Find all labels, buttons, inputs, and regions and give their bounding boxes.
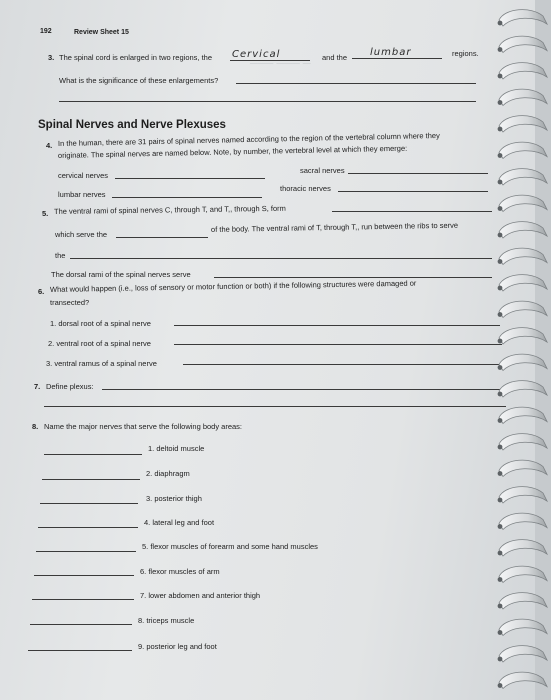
q3-text-a: The spinal cord is enlarged in two regions, the: [59, 53, 213, 62]
binding-hole: [498, 630, 503, 635]
binding-hole: [498, 153, 503, 158]
binding-hole: [498, 74, 503, 79]
binding-hole: [498, 259, 503, 264]
q3-blank-1[interactable]: [230, 60, 310, 61]
q3-blank-2[interactable]: [352, 58, 442, 59]
q6-item-1: 1. dorsal root of a spinal nerve: [50, 319, 151, 328]
binding-hole: [498, 180, 503, 185]
spiral-binding: [491, 0, 551, 700]
q6-item-2-blank[interactable]: [174, 344, 502, 345]
q8-title: Name the major nerves that serve the following body areas:: [44, 422, 243, 431]
q8-item-3-blank[interactable]: [40, 503, 138, 504]
binding-hole: [498, 286, 503, 291]
q8-item-2-blank[interactable]: [42, 479, 140, 480]
q8-item-6-blank[interactable]: [34, 575, 134, 576]
q8-item-8: 8. triceps muscle: [138, 616, 195, 625]
show-through-text: ─ ─── ───: [250, 58, 311, 70]
q4-number: 4.: [46, 141, 53, 150]
q5-blank-4[interactable]: [214, 277, 492, 278]
q4-lumbar: lumbar nerves: [58, 190, 106, 199]
q3-number: 3.: [48, 53, 55, 62]
binding-hole: [498, 524, 503, 529]
q8-item-4-blank[interactable]: [38, 527, 138, 528]
q8-item-6: 6. flexor muscles of arm: [140, 567, 220, 576]
page-number: 192: [40, 28, 52, 35]
q6-item-3: 3. ventral ramus of a spinal nerve: [46, 359, 157, 368]
q8-item-8-blank[interactable]: [30, 624, 132, 625]
q7-blank-2[interactable]: [44, 406, 506, 407]
q6-item-1-blank[interactable]: [174, 325, 500, 326]
q6-line-1: What would happen (i.e., loss of sensory or motor function or both) if the following structures were damaged or: [49, 278, 417, 294]
q8-item-7-blank[interactable]: [32, 599, 134, 600]
q5-blank-2[interactable]: [116, 237, 208, 238]
q3-regions: regions.: [452, 49, 479, 58]
q4-line-1: In the human, there are 31 pairs of spinal nerves named according to the region of the vertebral column where they: [57, 131, 440, 148]
q5-which-serve: which serve the: [55, 230, 108, 239]
sheet-title: Review Sheet 15: [74, 29, 129, 36]
q5-number: 5.: [42, 209, 49, 218]
binding-hole: [498, 47, 503, 52]
q5-the: the: [55, 251, 66, 260]
q4-line-2: originate. The spinal nerves are named below. Note, by number, the vertebral level at which they emerge:: [57, 143, 408, 160]
q5-dorsal: The dorsal rami of the spinal nerves serve: [51, 270, 191, 279]
binding-hole: [498, 206, 503, 211]
q4-lumbar-blank[interactable]: [112, 197, 262, 198]
binding-hole: [498, 577, 503, 582]
q8-item-9-blank[interactable]: [28, 650, 132, 651]
binding-hole: [498, 551, 503, 556]
q4-cervical-blank[interactable]: [115, 178, 265, 179]
q3-blank-4[interactable]: [59, 101, 476, 102]
q5-line-1: The ventral rami of spinal nerves C, through T, and T,, through S, form: [53, 203, 286, 216]
q8-item-9: 9. posterior leg and foot: [138, 642, 217, 651]
q4-thoracic-blank[interactable]: [338, 191, 488, 192]
q6-item-2: 2. ventral root of a spinal nerve: [48, 339, 151, 348]
section-title: Spinal Nerves and Nerve Plexuses: [38, 119, 226, 131]
q7-number: 7.: [34, 382, 41, 391]
binding-hole: [498, 312, 503, 317]
binding-hole: [498, 127, 503, 132]
binding-hole: [498, 233, 503, 238]
binding-hole: [498, 683, 503, 688]
q5-blank-1[interactable]: [332, 211, 492, 212]
q8-item-1: 1. deltoid muscle: [148, 444, 205, 453]
q8-item-5-blank[interactable]: [36, 551, 136, 552]
q8-item-4: 4. lateral leg and foot: [144, 518, 215, 527]
q8-item-1-blank[interactable]: [44, 454, 142, 455]
q5-blank-3[interactable]: [70, 258, 492, 259]
q4-thoracic: thoracic nerves: [280, 184, 331, 193]
q3-text-b: What is the significance of these enlargements?: [59, 76, 219, 85]
q3-answer-2: lumbar: [370, 47, 412, 58]
q6-line-2: transected?: [50, 298, 90, 307]
binding-hole: [498, 445, 503, 450]
q5-of-body: of the body. The ventral rami of T, through T,, run between the ribs to serve: [210, 220, 459, 234]
q8-item-3: 3. posterior thigh: [146, 494, 202, 503]
binding-hole: [498, 471, 503, 476]
q3-blank-3[interactable]: [236, 83, 476, 84]
binding-hole: [498, 100, 503, 105]
binding-hole: [498, 365, 503, 370]
q4-sacral-blank[interactable]: [348, 173, 488, 174]
q4-sacral: sacral nerves: [300, 166, 345, 175]
q7-label: Define plexus:: [46, 382, 94, 391]
binding-hole: [498, 339, 503, 344]
binding-hole: [498, 392, 503, 397]
q6-number: 6.: [38, 287, 45, 296]
q7-blank-1[interactable]: [102, 389, 506, 390]
binding-hole: [498, 657, 503, 662]
binding-hole: [498, 21, 503, 26]
q3-answer-1: Cervical: [232, 49, 281, 60]
q8-item-7: 7. lower abdomen and anterior thigh: [140, 591, 261, 600]
q6-item-3-blank[interactable]: [183, 364, 503, 365]
q8-number: 8.: [32, 422, 39, 431]
q8-item-2: 2. diaphragm: [146, 469, 190, 478]
binding-hole: [498, 498, 503, 503]
q3-and-the: and the: [322, 53, 348, 62]
binding-hole: [498, 418, 503, 423]
q8-item-5: 5. flexor muscles of forearm and some hand muscles: [142, 542, 318, 551]
q4-cervical: cervical nerves: [58, 171, 109, 180]
binding-hole: [498, 604, 503, 609]
